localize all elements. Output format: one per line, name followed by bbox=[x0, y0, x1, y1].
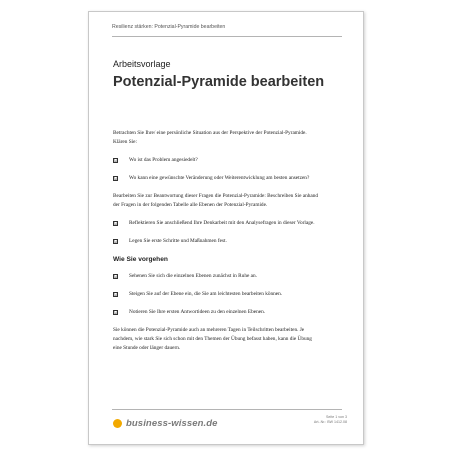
checkbox-icon: ☑ bbox=[114, 175, 119, 182]
brand-dot-icon bbox=[113, 419, 122, 428]
checklist-item-text: Notieren Sie Ihre ersten Antwortideen zu den einzelnen Ebenen. bbox=[129, 309, 266, 315]
checkbox-icon: ☑ bbox=[114, 291, 119, 298]
checklist-item bbox=[113, 290, 319, 299]
document-body bbox=[113, 129, 319, 362]
instruction-paragraph: Bearbeiten Sie zur Beantwortung dieser Fragen die Potenzial-Pyramide: Beschreiben Sie anhand der Fragen in der folgenden Tabelle alle Ebenen der Potenzial-Pyramide. bbox=[113, 193, 319, 208]
intro-paragraph: Betrachten Sie Ihre/ eine persönliche Situation aus der Perspektive der Potenzial-Pyramide. Klären Sie: bbox=[113, 130, 307, 145]
checklist-item bbox=[113, 272, 319, 281]
checklist-item bbox=[113, 174, 319, 183]
brand-name: business-wissen.de bbox=[126, 417, 218, 429]
brand-logo bbox=[113, 417, 218, 429]
checklist-item bbox=[113, 219, 319, 228]
checkbox-icon: ☑ bbox=[114, 220, 119, 227]
checklist-item-text: Sehenen Sie sich die einzelnen Ebenen zunächst in Ruhe an. bbox=[129, 273, 257, 279]
header-divider bbox=[112, 36, 342, 37]
footer-meta bbox=[314, 415, 347, 425]
page-number: Seite 1 von 3 bbox=[326, 415, 347, 419]
checkbox-icon: ☑ bbox=[114, 238, 119, 245]
closing-paragraph: Sie können die Potenzial-Pyramide auch an mehreren Tagen in Teilschritten bearbeiten. Je nachdem, wie stark Sie sich schon mit den Themen der Übung befasst haben, kann die Übung eine Stunde oder länger dauern. bbox=[113, 327, 312, 351]
document-title: Potenzial-Pyramide bearbeiten bbox=[113, 74, 325, 90]
footer-divider bbox=[112, 409, 342, 410]
section-heading: Wie Sie vorgehen bbox=[113, 256, 168, 263]
checkbox-icon: ☑ bbox=[114, 309, 119, 316]
document-page bbox=[88, 11, 364, 445]
checklist-item-text: Wo kann eine gewünschte Veränderung oder Weiterentwicklung am besten ansetzen? bbox=[129, 175, 310, 181]
checklist-item-text: Reflektieren Sie anschließend Ihre Denkarbeit mit den Analysefragen in dieser Vorlage. bbox=[129, 220, 315, 226]
checkbox-icon: ☑ bbox=[114, 273, 119, 280]
checklist-item-text: Steigen Sie auf der Ebene ein, die Sie am leichtesten bearbeiten können. bbox=[129, 291, 283, 297]
checklist-item bbox=[113, 237, 319, 246]
document-kicker: Arbeitsvorlage bbox=[113, 59, 171, 69]
checklist-item-text: Wo ist das Problem angesiedelt? bbox=[129, 157, 198, 163]
checklist-item bbox=[113, 156, 319, 165]
checkbox-icon: ☑ bbox=[114, 157, 119, 164]
running-header: Resilienz stärken: Potenzial-Pyramide bearbeiten bbox=[112, 24, 226, 30]
checklist-item-text: Legen Sie erste Schritte und Maßnahmen fest. bbox=[129, 238, 227, 244]
article-number: Art.-Nr.: BW 1412.08 bbox=[313, 420, 347, 424]
checklist-item bbox=[113, 308, 319, 317]
